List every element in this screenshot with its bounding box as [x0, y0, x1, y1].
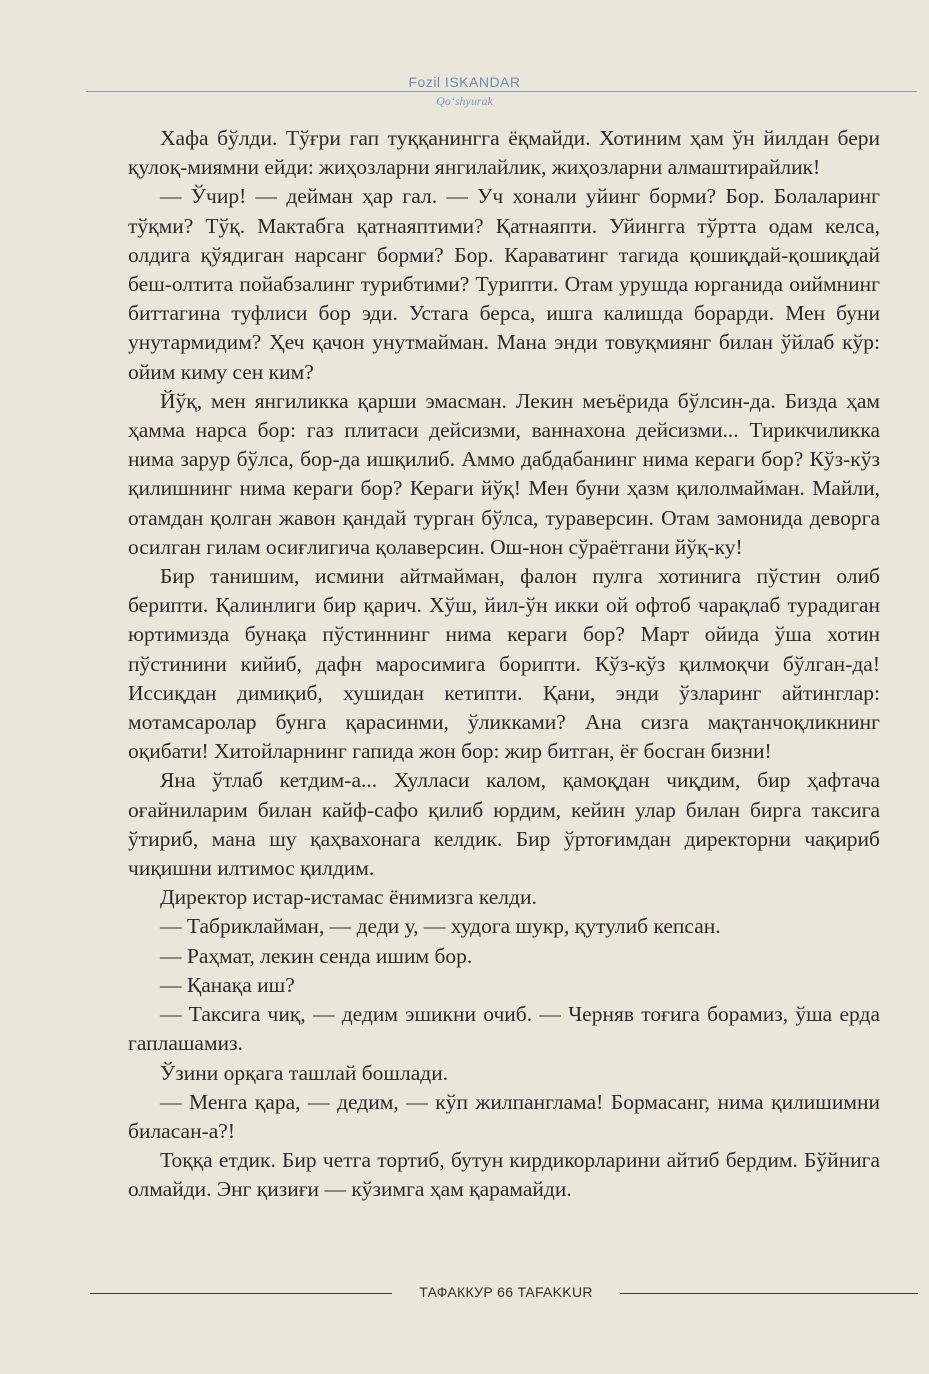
header-title: Qo‘shyurak — [436, 94, 493, 108]
running-header — [0, 70, 929, 115]
page-footer — [0, 1282, 929, 1306]
footer-page-label: ТАФАККУР 66 TAFAKKUR — [419, 1284, 593, 1300]
paragraph: Ўзини орқага ташлай бошлади. — [160, 1060, 449, 1085]
header-author: Fozil ISKANDAR — [408, 74, 521, 90]
paragraph: — Раҳмат, лекин сенда ишим бор. — [160, 943, 473, 968]
paragraph: — Таксига чиқ, — дедим эшикни очиб. — Черняв тоғига борамиз, ўша ерда гаплашамиз. — [128, 1002, 880, 1056]
paragraph: Директор истар-истамас ёнимизга келди. — [160, 885, 537, 910]
paragraph: Хафа бўлди. Тўғри гап туққанингга ёқмайди. Хотиним ҳам ўн йилдан бери қулоқ-миямни ейди: жиҳозларни янгилайлик, жиҳозларни алмаштирайлик! — [128, 126, 880, 180]
paragraph: Тоққа етдик. Бир четга тортиб, бутун кирдикорларини айтиб бердим. Бўйнига олмайди. Энг қизиғи — кўзимга ҳам қарамайди. — [128, 1148, 880, 1202]
paragraph: — Ўчир! — дейман ҳар гал. — Уч хонали уйинг борми? Бор. Болаларинг тўқми? Тўқ. Мактабга қатнаяптими? Қатнаяпти. Уйингга тўртта одам келса, олдига қўядиган нарсанг борми? Бор. Караватинг тагида қошиқдай-қошиқдай беш-олтита пойабзалинг турибтими? Турипти. Отам урушда юрганида оиймнинг биттагина туфлиси бор эди. Устага берса, ишга калишда борарди. Мен буни унутармидим? Ҳеч қачон унутмайман. Мана энди товуқмиянг билан ўйлаб кўр: ойим киму сен ким? — [128, 184, 880, 384]
paragraph: Йўқ, мен янгиликка қарши эмасман. Лекин меъёрида бўлсин-да. Бизда ҳам ҳамма нарса бор: газ плитаси дейсизми, ваннахона дейсизми... Тирикчиликка нима зарур бўлса, бор-да ишқилиб. Аммо дабдабанинг нима кераги бор? Кўз-кўз қилишнинг нима кераги бор? Кераги йўқ! Мен буни ҳазм қилолмайман. Майли, отамдан қолган жавон қандай турган бўлса, тураверсин. Отам замонида деворга осилган гилам осиғлигича қолаверсин. Ош-нон сўраётгани йўқ-ку! — [128, 388, 880, 559]
paragraph: — Менга қара, — дедим, — кўп жилпанглама! Бормасанг, нима қилишимни биласан-а?! — [128, 1089, 880, 1143]
body-text — [128, 124, 880, 1205]
footer-divider-left — [90, 1293, 392, 1294]
paragraph: — Табриклайман, — деди у, — худога шукр, қутулиб кепсан. — [160, 914, 721, 939]
header-divider — [86, 91, 917, 92]
paragraph: Бир танишим, исмини айтмайман, фалон пулга хотинига пўстин олиб берипти. Қалинлиги бир қарич. Хўш, йил-ўн икки ой офтоб чарақлаб турадиган юртимизда бунақа пўстиннинг нима кераги бор? Март ойида ўша хотин пўстинини кийиб, дафн маросимига борипти. Кўз-кўз қилмоқчи бўлган-да! Иссиқдан димиқиб, хушидан кетипти. Қани, энди ўзларинг айтинглар: мотамсаролар бунга қарасинми, ўликками? Ана сизга мақтанчоқликнинг оқибати! Хитойларнинг гапида жон бор: жир битган, ёғ босган бизни! — [128, 564, 880, 764]
paragraph: — Қанақа иш? — [160, 972, 295, 997]
paragraph: Яна ўтлаб кетдим-а... Хулласи калом, қамоқдан чиқдим, бир ҳафтача оғайниларим билан кайф-сафо қилиб юрдим, кейин улар билан бирга таксига ўтириб, мана шу қаҳвахонага келдик. Бир ўртоғимдан директорни чақириб чиқишни илтимос қилдим. — [128, 768, 880, 881]
footer-divider-right — [620, 1293, 918, 1294]
